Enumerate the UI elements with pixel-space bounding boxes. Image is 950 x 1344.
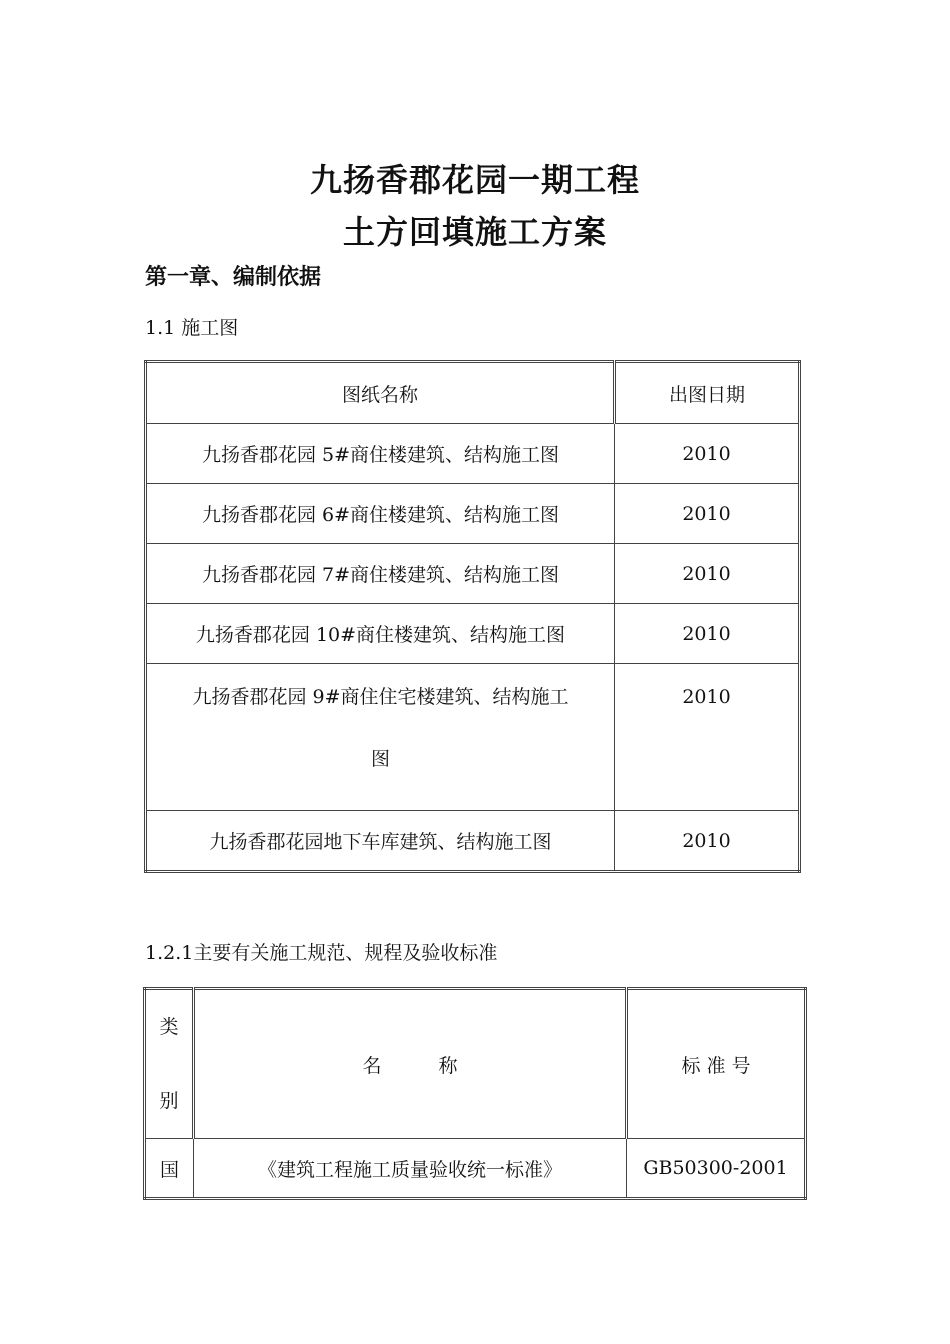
category-cell: 国 bbox=[145, 1139, 194, 1199]
section-heading-standards: 1.2.1主要有关施工规范、规程及验收标准 bbox=[145, 942, 498, 964]
drawing-name-line1: 九扬香郡花园 9#商住住宅楼建筑、结构施工 bbox=[192, 686, 569, 708]
issue-date: 2010 bbox=[615, 664, 800, 811]
category-header-line2: 别 bbox=[159, 1090, 179, 1112]
table-row bbox=[146, 604, 800, 664]
column-header-standard-number: 标 准 号 bbox=[627, 989, 806, 1139]
table-header-row bbox=[146, 362, 800, 424]
drawing-name: 九扬香郡花园 5#商住楼建筑、结构施工图 bbox=[146, 424, 615, 484]
table-row bbox=[146, 664, 800, 811]
standard-name: 《建筑工程施工质量验收统一标准》 bbox=[194, 1139, 627, 1199]
column-header-issue-date: 出图日期 bbox=[615, 362, 800, 424]
table-row bbox=[146, 484, 800, 544]
drawings-table bbox=[144, 360, 801, 873]
table-row bbox=[146, 424, 800, 484]
column-header-category bbox=[145, 989, 194, 1139]
table-header-row bbox=[145, 989, 806, 1139]
category-header-line1: 类 bbox=[159, 1016, 179, 1038]
drawing-name-line2: 图 bbox=[370, 748, 390, 770]
chapter-heading: 第一章、编制依据 bbox=[145, 265, 322, 290]
drawing-name: 九扬香郡花园 7#商住楼建筑、结构施工图 bbox=[146, 544, 615, 604]
section-heading-drawings: 1.1 施工图 bbox=[145, 317, 239, 339]
standard-number: GB50300-2001 bbox=[627, 1139, 806, 1199]
issue-date: 2010 bbox=[615, 604, 800, 664]
column-header-drawing-name: 图纸名称 bbox=[146, 362, 615, 424]
table-row bbox=[146, 544, 800, 604]
issue-date: 2010 bbox=[615, 811, 800, 872]
issue-date: 2010 bbox=[615, 544, 800, 604]
drawing-name: 九扬香郡花园 6#商住楼建筑、结构施工图 bbox=[146, 484, 615, 544]
document-subtitle: 土方回填施工方案 bbox=[342, 213, 607, 251]
table-row bbox=[145, 1139, 806, 1199]
drawing-name: 九扬香郡花园 10#商住楼建筑、结构施工图 bbox=[146, 604, 615, 664]
column-header-name: 名 称 bbox=[194, 989, 627, 1139]
issue-date: 2010 bbox=[615, 424, 800, 484]
drawing-name bbox=[146, 664, 615, 811]
drawing-name: 九扬香郡花园地下车库建筑、结构施工图 bbox=[146, 811, 615, 872]
table-row bbox=[146, 811, 800, 872]
document-title: 九扬香郡花园一期工程 bbox=[309, 161, 640, 199]
issue-date: 2010 bbox=[615, 484, 800, 544]
standards-table bbox=[143, 987, 807, 1200]
